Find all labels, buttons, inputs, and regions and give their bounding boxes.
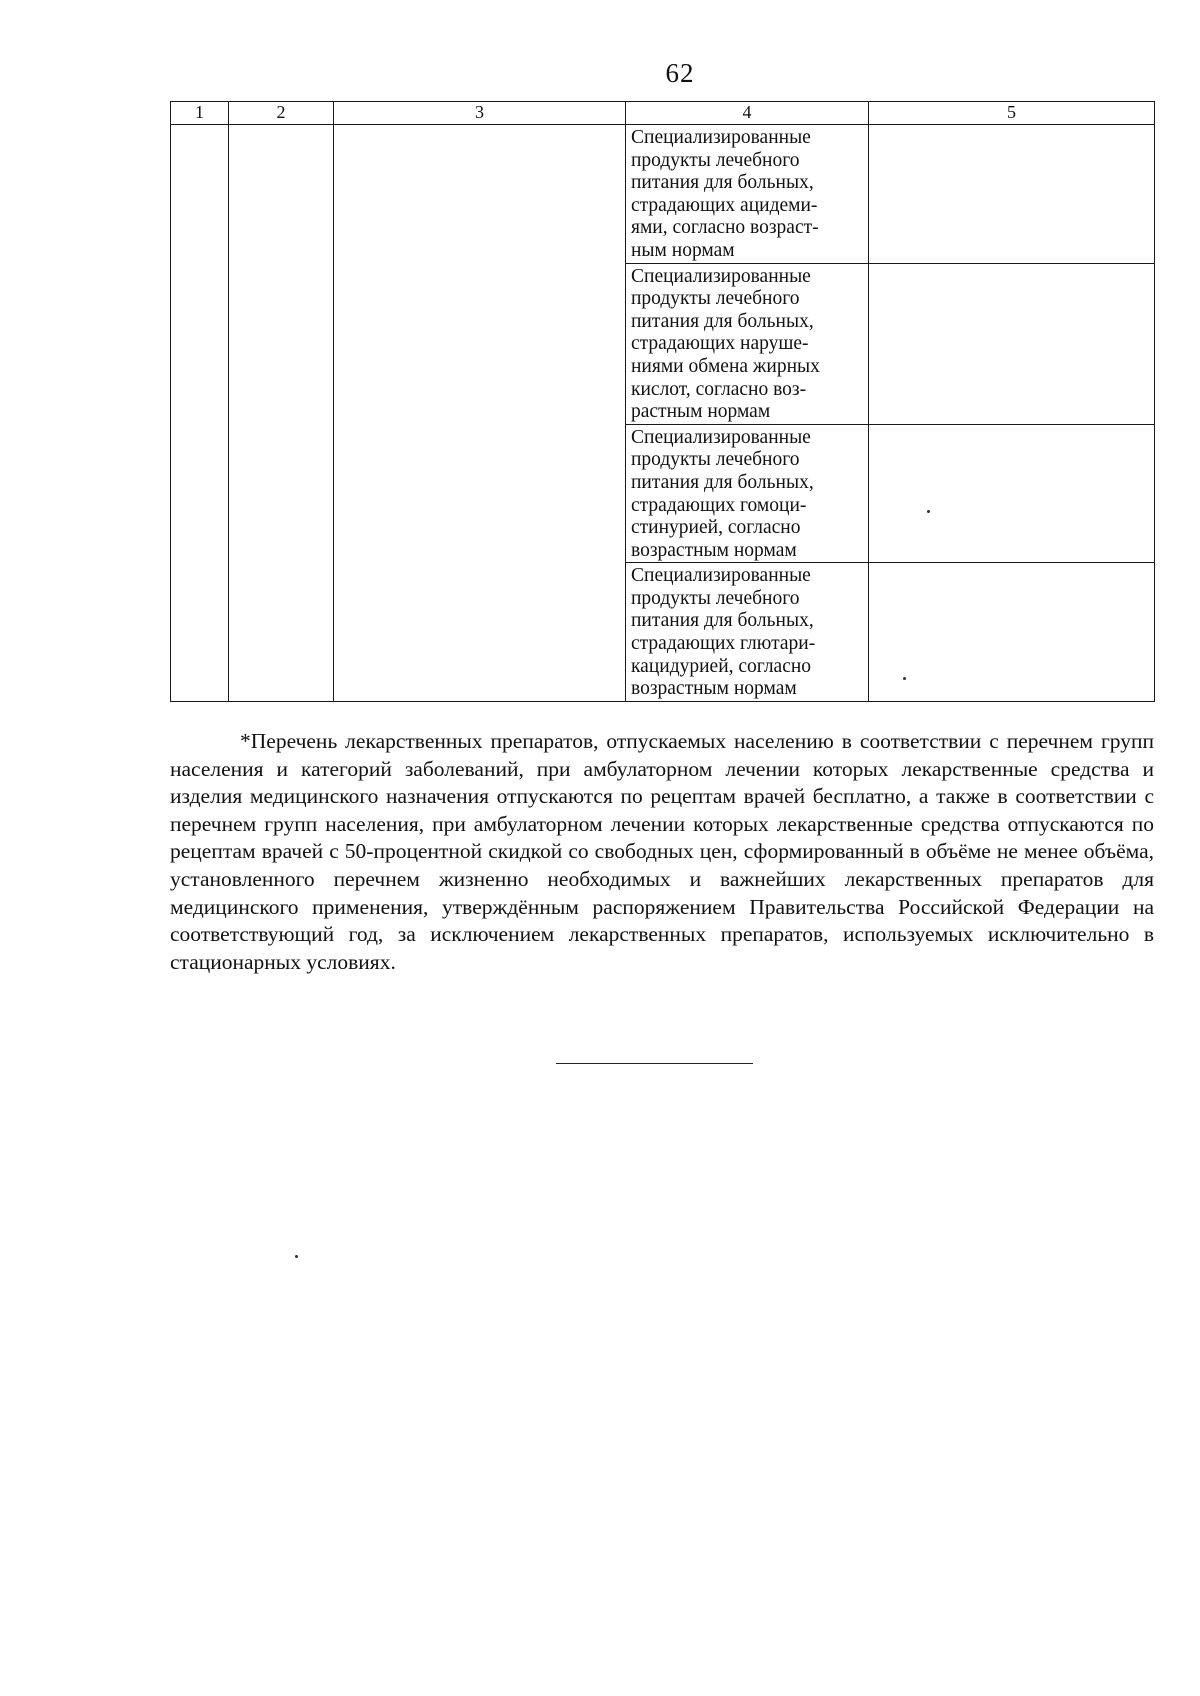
column-header-3: 3 [334,102,626,125]
table-row [171,125,1155,264]
page-number: 62 [665,58,695,88]
table-cell-col5 [869,563,1155,702]
end-divider-line [556,1063,753,1064]
table-cell-col1 [171,125,229,702]
scan-speck [903,677,906,680]
table-header-row [171,102,1155,125]
table-cell-col4 [626,424,869,563]
table-cell-col5 [869,424,1155,563]
column-header-5: 5 [869,102,1155,125]
product-description: Специализированные продукты лечебного питания для больных, страдающих гомоци- стинурией, согласно возрастным нормам [631,426,814,561]
drug-list-table [170,101,1155,702]
table-cell-col4 [626,125,869,264]
table-cell-col4 [626,563,869,702]
table-cell-col5 [869,263,1155,424]
column-header-4: 4 [626,102,869,125]
product-description: Специализированные продукты лечебного питания для больных, страдающих глютари- кацидурией, согласно возрастным нормам [631,565,816,700]
table-cell-col4 [626,263,869,424]
table-cell-col5 [869,125,1155,264]
column-header-1: 1 [171,102,229,125]
scan-speck [295,1255,298,1258]
column-header-2: 2 [229,102,334,125]
product-description: Специализированные продукты лечебного питания для больных, страдающих ацидеми- ями, согласно возраст- ным нормам [631,127,819,261]
table-cell-col2 [229,125,334,702]
footnote-paragraph: *Перечень лекарственных препаратов, отпускаемых населению в соответствии с перечнем групп населения и категорий заболеваний, при амбулаторном лечении которых лекарственные средства и изделия медицинского назначения отпускаются по рецептам врачей бесплатно, а также в соответствии с перечнем групп населения, при амбулаторном лечении которых лекарственные средства отпускаются по рецептам врачей с 50-процентной скидкой со свободных цен, сформированный в объёме не менее объёма, установленного перечнем жизненно необходимых и важнейших лекарственных препаратов для медицинского применения, утверждённым распоряжением Правительства Российской Федерации на соответствующий год, за исключением лекарственных препаратов, используемых исключительно в стационарных условиях. [170,729,1154,974]
scan-speck [927,510,930,513]
table-cell-col3 [334,125,626,702]
product-description: Специализированные продукты лечебного питания для больных, страдающих наруше- ниями обмена жирных кислот, согласно воз- растным нормам [631,265,820,423]
